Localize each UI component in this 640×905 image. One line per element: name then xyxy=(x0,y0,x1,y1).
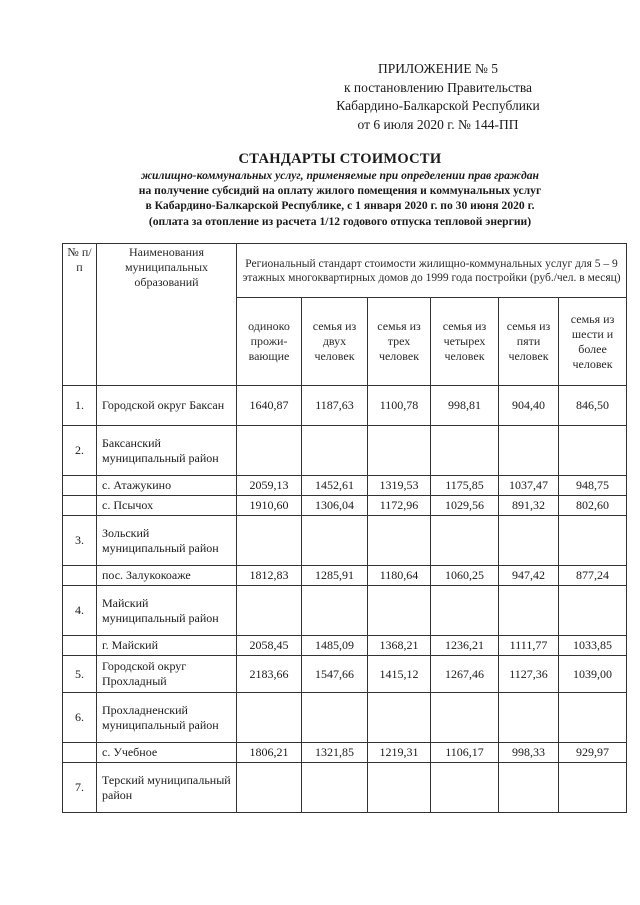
row-value-col-1: 2059,13 xyxy=(237,476,302,496)
table-row xyxy=(63,426,627,476)
header-col-6: семья из шести и более человек xyxy=(559,298,627,386)
row-number: 6. xyxy=(63,693,97,743)
row-number: 7. xyxy=(63,763,97,813)
row-value-col-1 xyxy=(237,693,302,743)
row-municipality-name: Городской округ Баксан xyxy=(97,386,237,426)
row-municipality-name: Баксанский муниципальный район xyxy=(97,426,237,476)
row-value-col-6: 948,75 xyxy=(559,476,627,496)
table-row xyxy=(63,476,627,496)
row-value-col-3: 1219,31 xyxy=(368,743,431,763)
row-value-col-4: 1175,85 xyxy=(431,476,499,496)
table-row xyxy=(63,496,627,516)
row-value-col-4: 998,81 xyxy=(431,386,499,426)
row-value-col-2: 1306,04 xyxy=(302,496,368,516)
table-row xyxy=(63,386,627,426)
cost-standards-table xyxy=(62,243,627,813)
row-value-col-5 xyxy=(499,426,559,476)
row-value-col-3: 1100,78 xyxy=(368,386,431,426)
row-value-col-4: 1106,17 xyxy=(431,743,499,763)
row-value-col-5: 947,42 xyxy=(499,566,559,586)
row-value-col-4 xyxy=(431,426,499,476)
subtitle-line-2: на получение субсидий на оплату жилого помещения и коммунальных услуг xyxy=(138,184,542,198)
row-value-col-4: 1236,21 xyxy=(431,636,499,656)
header-col-4: семья из четырех человек xyxy=(431,298,499,386)
row-number xyxy=(63,476,97,496)
row-value-col-5 xyxy=(499,586,559,636)
row-value-col-2 xyxy=(302,693,368,743)
header-municipality: Наименования муниципальных образований xyxy=(97,244,237,386)
row-value-col-3: 1319,53 xyxy=(368,476,431,496)
row-value-col-6 xyxy=(559,763,627,813)
table-row xyxy=(63,516,627,566)
row-value-col-5: 1127,36 xyxy=(499,656,559,693)
row-value-col-4 xyxy=(431,763,499,813)
row-municipality-name: с. Учебное xyxy=(97,743,237,763)
row-value-col-5: 1111,77 xyxy=(499,636,559,656)
header-col-5: семья из пяти человек xyxy=(499,298,559,386)
row-municipality-name: Городской округ Прохладный xyxy=(97,656,237,693)
row-value-col-4: 1267,46 xyxy=(431,656,499,693)
subtitle-line-4: (оплата за отопление из расчета 1/12 годового отпуска тепловой энергии) xyxy=(148,214,532,228)
table-row xyxy=(63,743,627,763)
header-col-1: одиноко прожи-вающие xyxy=(237,298,302,386)
row-value-col-3 xyxy=(368,693,431,743)
row-value-col-6: 802,60 xyxy=(559,496,627,516)
row-municipality-name: Прохладненский муниципальный район xyxy=(97,693,237,743)
row-value-col-1: 1806,21 xyxy=(237,743,302,763)
header-col-2: семья из двух человек xyxy=(302,298,368,386)
row-value-col-3: 1415,12 xyxy=(368,656,431,693)
row-value-col-6 xyxy=(559,426,627,476)
row-value-col-3 xyxy=(368,426,431,476)
row-municipality-name: Зольский муниципальный район xyxy=(97,516,237,566)
table-row xyxy=(63,763,627,813)
row-value-col-2: 1285,91 xyxy=(302,566,368,586)
row-value-col-6: 1033,85 xyxy=(559,636,627,656)
row-value-col-3 xyxy=(368,763,431,813)
row-municipality-name: Майский муниципальный район xyxy=(97,586,237,636)
row-value-col-5: 891,32 xyxy=(499,496,559,516)
row-number: 2. xyxy=(63,426,97,476)
row-value-col-2 xyxy=(302,586,368,636)
header-regional-standard: Региональный стандарт стоимости жилищно-коммунальных услуг для 5 – 9 этажных многоквартирных домов до 1999 года постройки (руб./чел. в месяц) xyxy=(237,244,627,298)
row-number: 3. xyxy=(63,516,97,566)
row-value-col-6: 877,24 xyxy=(559,566,627,586)
row-value-col-1: 1640,87 xyxy=(237,386,302,426)
row-value-col-2: 1187,63 xyxy=(302,386,368,426)
row-value-col-3 xyxy=(368,516,431,566)
row-value-col-1 xyxy=(237,426,302,476)
document-title: СТАНДАРТЫ СТОИМОСТИ xyxy=(238,151,442,167)
row-value-col-2 xyxy=(302,426,368,476)
row-value-col-6: 1039,00 xyxy=(559,656,627,693)
row-value-col-1: 2183,66 xyxy=(237,656,302,693)
row-value-col-6 xyxy=(559,516,627,566)
row-value-col-3: 1368,21 xyxy=(368,636,431,656)
row-value-col-5 xyxy=(499,693,559,743)
row-value-col-4: 1060,25 xyxy=(431,566,499,586)
row-municipality-name: г. Майский xyxy=(97,636,237,656)
row-value-col-2 xyxy=(302,516,368,566)
row-value-col-5: 998,33 xyxy=(499,743,559,763)
row-value-col-2 xyxy=(302,763,368,813)
appendix-republic: Кабардино-Балкарской Республики xyxy=(336,98,540,113)
row-value-col-3 xyxy=(368,586,431,636)
row-number xyxy=(63,743,97,763)
row-value-col-1: 1812,83 xyxy=(237,566,302,586)
table-row xyxy=(63,693,627,743)
row-value-col-5: 1037,47 xyxy=(499,476,559,496)
row-value-col-6: 929,97 xyxy=(559,743,627,763)
row-value-col-3: 1172,96 xyxy=(368,496,431,516)
header-number: № п/п xyxy=(63,244,97,386)
row-value-col-1: 2058,45 xyxy=(237,636,302,656)
appendix-reference xyxy=(288,60,588,134)
table-row xyxy=(63,636,627,656)
row-municipality-name: с. Атажукино xyxy=(97,476,237,496)
row-value-col-5 xyxy=(499,516,559,566)
row-value-col-6: 846,50 xyxy=(559,386,627,426)
table-row xyxy=(63,656,627,693)
subtitle-line-1: жилищно-коммунальных услуг, применяемые при определении прав граждан xyxy=(141,169,539,182)
row-value-col-1 xyxy=(237,516,302,566)
row-value-col-1 xyxy=(237,763,302,813)
header-col-3: семья из трех человек xyxy=(368,298,431,386)
row-number: 5. xyxy=(63,656,97,693)
row-municipality-name: пос. Залукокоаже xyxy=(97,566,237,586)
row-value-col-6 xyxy=(559,693,627,743)
row-municipality-name: Терский муниципальный район xyxy=(97,763,237,813)
row-value-col-4 xyxy=(431,693,499,743)
appendix-resolution: к постановлению Правительства xyxy=(343,79,533,95)
appendix-date: от 6 июля 2020 г. № 144-ПП xyxy=(357,116,519,132)
row-number xyxy=(63,566,97,586)
row-value-col-4 xyxy=(431,516,499,566)
row-value-col-2: 1547,66 xyxy=(302,656,368,693)
row-value-col-2: 1452,61 xyxy=(302,476,368,496)
subtitle-line-3: в Кабардино-Балкарской Республике, с 1 января 2020 г. по 30 июня 2020 г. xyxy=(145,199,535,213)
row-number xyxy=(63,496,97,516)
row-value-col-1: 1910,60 xyxy=(237,496,302,516)
row-number: 1. xyxy=(63,386,97,426)
row-number: 4. xyxy=(63,586,97,636)
row-municipality-name: с. Псычох xyxy=(97,496,237,516)
row-value-col-2: 1485,09 xyxy=(302,636,368,656)
document-title-block xyxy=(60,150,620,229)
row-value-col-6 xyxy=(559,586,627,636)
row-value-col-2: 1321,85 xyxy=(302,743,368,763)
table-row xyxy=(63,586,627,636)
row-value-col-4: 1029,56 xyxy=(431,496,499,516)
row-value-col-5: 904,40 xyxy=(499,386,559,426)
table-row xyxy=(63,566,627,586)
row-number xyxy=(63,636,97,656)
appendix-number: ПРИЛОЖЕНИЕ № 5 xyxy=(377,61,499,76)
row-value-col-4 xyxy=(431,586,499,636)
row-value-col-3: 1180,64 xyxy=(368,566,431,586)
row-value-col-5 xyxy=(499,763,559,813)
row-value-col-1 xyxy=(237,586,302,636)
